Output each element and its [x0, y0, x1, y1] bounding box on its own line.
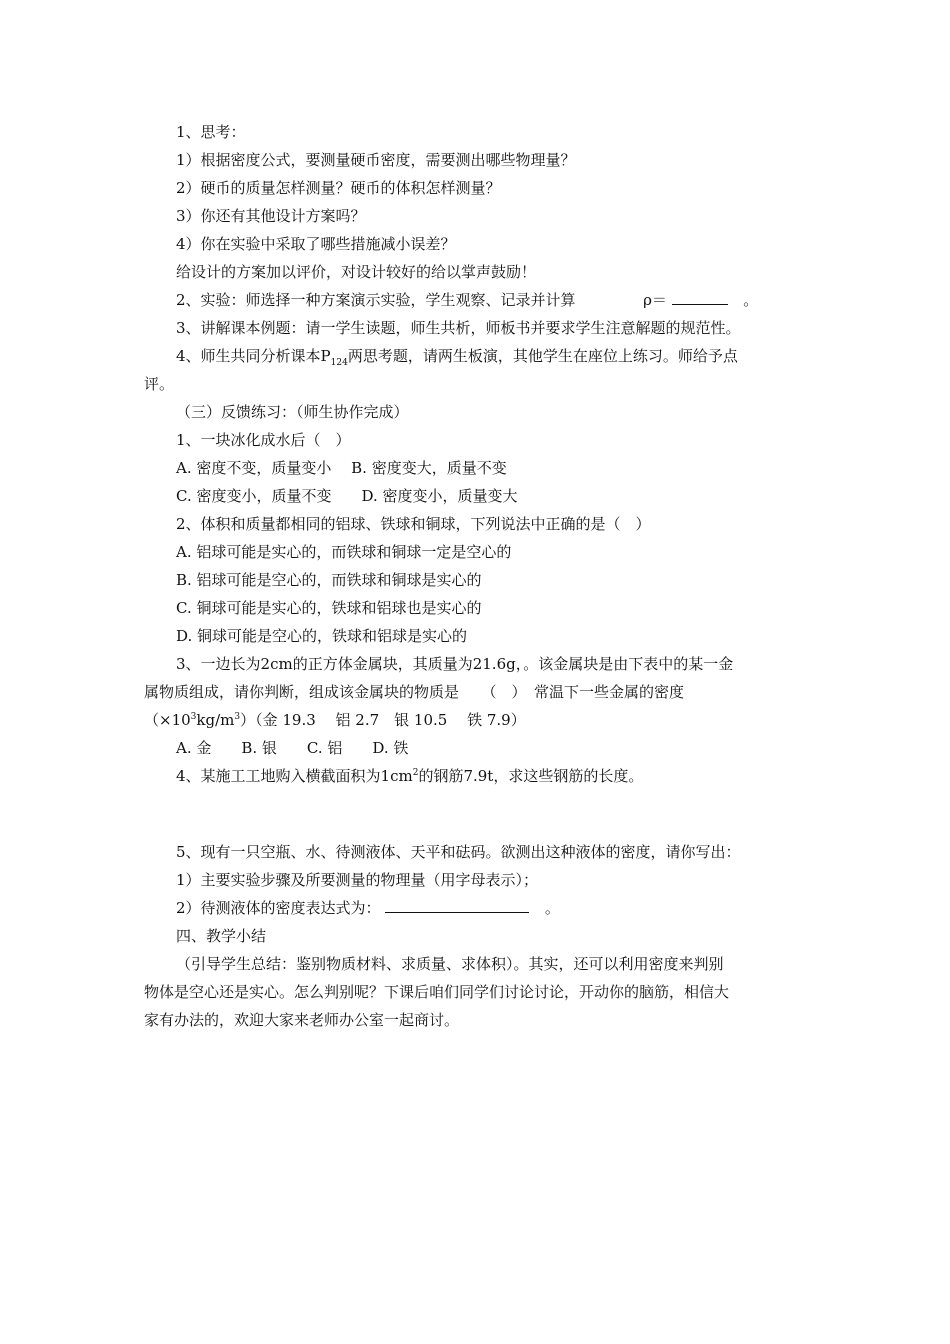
summary-line-1: （引导学生总结：鉴别物质材料、求质量、求体积）。其实，还可以利用密度来判别: [176, 955, 724, 973]
analysis-text-a: 4、师生共同分析课本P: [176, 347, 331, 365]
exercise-2-option-b: B. 铝球可能是空心的，而铁球和铜球是实心的: [176, 571, 482, 589]
experiment-text: 2、实验：师选择一种方案演示实验，学生观察、记录并计算: [176, 291, 576, 309]
exercise-3-densities: [144, 710, 526, 730]
exercise-2-option-c: C. 铜球可能是实心的，铁球和铝球也是实心的: [176, 599, 482, 617]
exercise-2-option-d: D. 铜球可能是空心的，铁球和铝球是实心的: [176, 627, 468, 645]
exercise-5: 5、现有一只空瓶、水、待测液体、天平和砝码。欲测出这种液体的密度，请你写出：: [176, 843, 741, 861]
exercise-4-text-a: 4、某施工工地购入横截面积为1cm: [176, 767, 413, 785]
exercise-2-option-a: A. 铝球可能是实心的，而铁球和铜球一定是空心的: [176, 543, 512, 561]
section-summary: 四、教学小结: [176, 927, 267, 945]
example-line: 3、讲解课本例题：请一学生读题，师生共析，师板书并要求学生注意解题的规范性。: [176, 319, 741, 337]
analysis-line: [176, 346, 738, 366]
question-1: 1）根据密度公式，要测量硬币密度，需要测出哪些物理量？: [176, 151, 576, 169]
analysis-cont: 评。: [144, 375, 175, 393]
question-3: 3）你还有其他设计方案吗？: [176, 207, 366, 225]
exercise-5-part-2: [176, 898, 560, 918]
rho-label: ρ＝: [643, 291, 667, 309]
question-4: 4）你在实验中采取了哪些措施减小误差？: [176, 235, 456, 253]
exercise-3-options: A. 金 B. 银 C. 铝 D. 铁: [176, 739, 409, 757]
question-2: 2）硬币的质量怎样测量？硬币的体积怎样测量？: [176, 179, 501, 197]
exercise-3: 3、一边长为2cm的正方体金属块，其质量为21.6g，。该金属块是由下表中的某一金: [176, 655, 734, 673]
density-unit-a: （×10: [144, 711, 191, 729]
expression-blank: [385, 898, 529, 913]
expression-label: 2）待测液体的密度表达式为：: [176, 899, 381, 917]
analysis-text-b: 两思考题，请两生板演，其他学生在座位上练习。师给予点: [347, 347, 738, 365]
rho-period: 。: [743, 291, 759, 309]
exercise-1-options-cd: C. 密度变小，质量不变 D. 密度变小，质量变大: [176, 487, 518, 505]
section-feedback: （三）反馈练习：（师生协作完成）: [176, 403, 409, 421]
exercise-1-options-ab: A. 密度不变，质量变小 B. 密度变大，质量不变: [176, 459, 507, 477]
heading-think: 1、思考：: [176, 123, 246, 141]
summary-line-3: 家有办法的，欢迎大家来老师办公室一起商讨。: [144, 1011, 460, 1029]
exp-2: 2: [412, 768, 419, 778]
exercise-4-text-b: 的钢筋7.9t，求这些钢筋的长度。: [418, 767, 644, 785]
evaluation-note: 给设计的方案加以评价，对设计较好的给以掌声鼓励！: [176, 263, 537, 281]
exercise-5-part-1: 1）主要实验步骤及所要测量的物理量（用字母表示）；: [176, 871, 539, 889]
density-values: ）（金 19.3 铝 2.7 银 10.5 铁 7.9）: [240, 711, 526, 729]
page-ref: 124: [330, 358, 348, 368]
exp-m3: 3: [234, 712, 241, 722]
rho-blank: [672, 290, 728, 305]
exp-3: 3: [190, 712, 197, 722]
experiment-line: [176, 290, 758, 310]
density-unit-b: kg/m: [196, 711, 235, 729]
exercise-3-cont: 属物质组成，请你判断，组成该金属块的物质是 （ ） 常温下一些金属的密度: [144, 683, 685, 701]
exercise-1: 1、一块冰化成水后（ ）: [176, 431, 351, 449]
exercise-2: 2、体积和质量都相同的铝球、铁球和铜球，下列说法中正确的是（ ）: [176, 515, 651, 533]
exercise-4: [176, 766, 643, 786]
summary-line-2: 物体是空心还是实心。怎么判别呢？下课后咱们同学们讨论讨论，开动你的脑筋，相信大: [144, 983, 730, 1001]
expression-period: 。: [544, 899, 560, 917]
